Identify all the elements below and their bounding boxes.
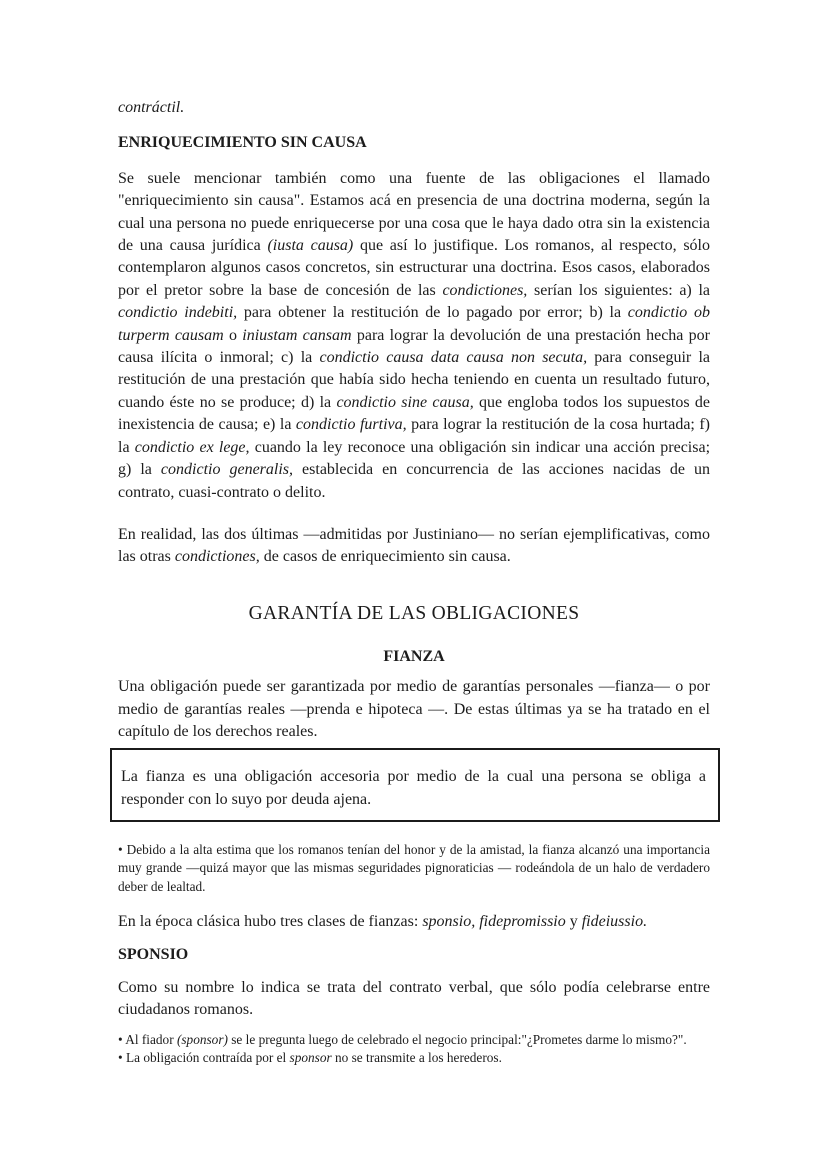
paragraph-sponsio-intro: Como su nombre lo indica se trata del contrato verbal, que sólo podía celebrarse entre ciudadanos romanos. xyxy=(118,978,710,1019)
bullet-sponsio-heirs: • La obligación contraída por el sponsor no se transmite a los herederos. xyxy=(118,1049,502,1065)
paragraph-fianza-classes: En la época clásica hubo tres clases de fianzas: sponsio, fidepromissio y fideiussio. xyxy=(118,913,648,931)
note-fianza-importance: • Debido a la alta estima que los romanos tenían del honor y de la amistad, la fianza alcanzó una importancia muy grande —quizá mayor que las mismas seguridades pignoraticias — rodeándola de un halo de verdadero deber de lealtad. xyxy=(118,842,710,894)
paragraph-enriquecimiento-closing: En realidad, las dos últimas —admitidas por Justiniano— no serían ejemplificativas, como las otras condictiones, de casos de enriquecimiento sin causa. xyxy=(118,525,710,566)
chapter-title-garantia: GARANTÍA DE LAS OBLIGACIONES xyxy=(248,602,580,624)
definition-box xyxy=(110,748,720,822)
carryover-line: contráctil. xyxy=(118,99,185,116)
bullet-sponsio-question: • Al fiador (sponsor) se le pregunta luego de celebrado el negocio principal:"¿Prometes darme lo mismo?". xyxy=(118,1031,687,1047)
paragraph-enriquecimiento-main: Se suele mencionar también como una fuente de las obligaciones el llamado "enriquecimiento sin causa". Estamos acá en presencia de una doctrina moderna, según la cual una persona no puede enriquecerse por una cosa que le haya dado otra sin la existencia de una causa jurídica (iusta causa) que así lo justifique. Los romanos, al respecto, sólo contemplaron algunos casos concretos, sin estructurar una doctrina. Esos casos, elaborados por el pretor sobre la base de concesión de las condictiones, serían los siguientes: a) la condictio indebiti, para obtener la restitución de lo pagado por error; b) la condictio ob turperm causam o iniustam cansam para lograr la devolución de una prestación hecha por causa ilícita o inmoral; c) la condictio causa data causa non secuta, para conseguir la restitución de una prestación que había sido hecha teniendo en cuenta un resultado futuro, cuando éste no se produce; d) la condictio sine causa, que engloba todos los supuestos de inexistencia de causa; e) la condictio furtiva, para lograr la restitución de la cosa hurtada; f) la condictio ex lege, cuando la ley reconoce una obligación sin indicar una acción precisa; g) la condictio generalis, establecida en concurrencia de las acciones nacidas de un contrato, cuasi-contrato o delito. xyxy=(118,169,711,501)
definition-box-text: La fianza es una obligación accesoria por medio de la cual una persona se obliga a responder con lo suyo por deuda ajena. xyxy=(121,768,706,808)
paragraph-fianza-intro: Una obligación puede ser garantizada por medio de garantías personales —fianza— o por medio de garantías reales —prenda e hipoteca —. De estas últimas ya se ha tratado en el capítulo de los derechos reales. xyxy=(118,678,710,740)
section-heading-sponsio: SPONSIO xyxy=(118,946,189,964)
section-heading-enriquecimiento: ENRIQUECIMIENTO SIN CAUSA xyxy=(118,134,367,152)
section-heading-fianza: FIANZA xyxy=(383,647,445,665)
